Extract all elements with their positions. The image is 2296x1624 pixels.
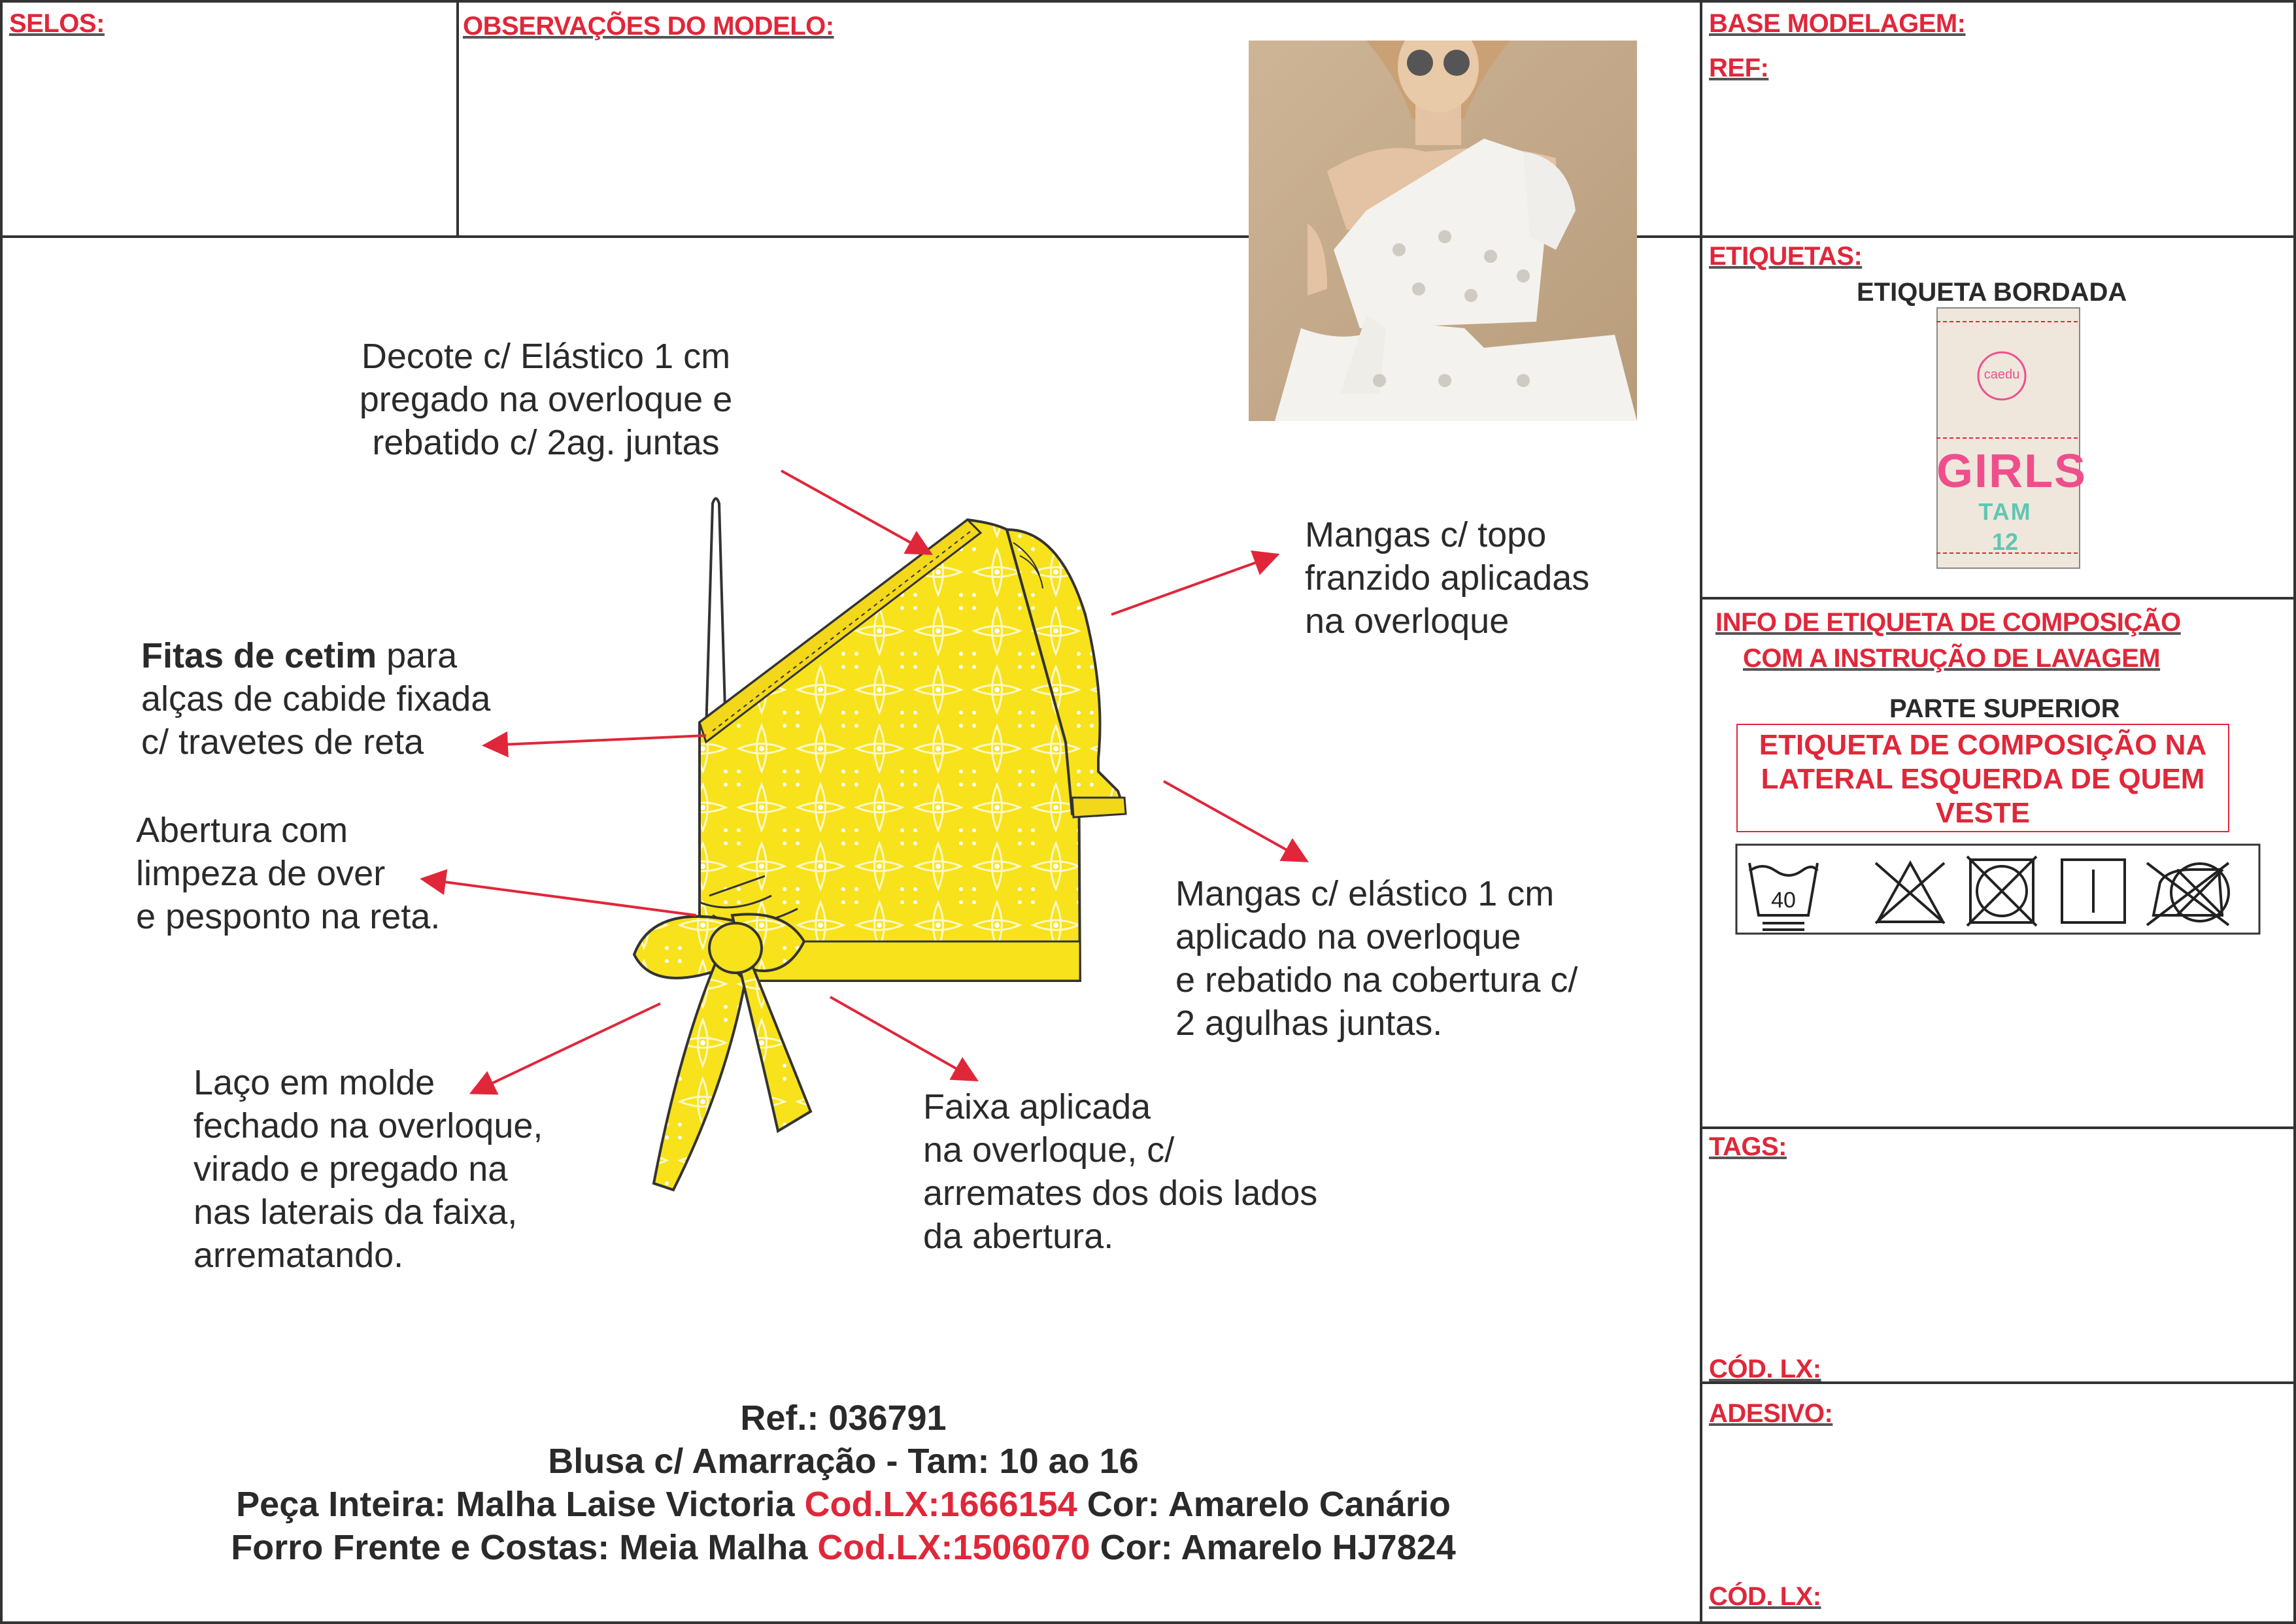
note-abertura-line1: Abertura com	[136, 811, 348, 850]
note-decote-line2: pregado na overloque e	[359, 380, 733, 419]
parte-superior: PARTE SUPERIOR	[1889, 694, 2120, 723]
ref-header: REF:	[1709, 54, 1769, 82]
cod-lx-header-2: CÓD. LX:	[1709, 1582, 1821, 1611]
footer-peca-cod: Cod.LX:1666154	[804, 1485, 1077, 1524]
note-laco-line3: virado e pregado na	[194, 1149, 508, 1189]
cod-lx-header-1: CÓD. LX:	[1709, 1355, 1821, 1383]
note-mangas-topo-line2: franzido aplicadas	[1305, 558, 1590, 598]
note-fitas-bold: Fitas de cetim	[141, 636, 377, 675]
footer-forro-material: Forro Frente e Costas: Meia Malha	[231, 1528, 818, 1567]
note-decote-line3: rebatido c/ 2ag. juntas	[372, 423, 720, 462]
note-faixa-line2: na overloque, c/	[923, 1130, 1175, 1170]
note-faixa-line4: da abertura.	[923, 1217, 1114, 1256]
note-mangas-topo-line1: Mangas c/ topo	[1305, 515, 1547, 554]
observacoes-header: OBSERVAÇÕES DO MODELO:	[463, 12, 834, 41]
tags-header: TAGS:	[1709, 1132, 1787, 1161]
arrow-faixa	[830, 997, 974, 1079]
footer-peca-cor: Cor: Amarelo Canário	[1077, 1485, 1451, 1524]
label-tam: TAM	[1978, 498, 2032, 525]
note-laco-line4: nas laterais da faixa,	[194, 1193, 518, 1232]
arrow-decote	[781, 471, 928, 552]
note-laco-line5: arrematando.	[194, 1236, 404, 1275]
etiquetas-header: ETIQUETAS:	[1709, 242, 1863, 271]
note-faixa-line1: Faixa aplicada	[923, 1087, 1151, 1126]
footer-peca-material: Peça Inteira: Malha Laise Victoria	[236, 1485, 805, 1524]
footer-forro-cor: Cor: Amarelo HJ7824	[1090, 1528, 1456, 1567]
label-size: 12	[1991, 528, 2019, 555]
note-abertura-line3: e pesponto na reta.	[136, 897, 441, 936]
etiqueta-bordada-title: ETIQUETA BORDADA	[1857, 278, 2127, 307]
arrow-mangas-elastico	[1164, 781, 1304, 860]
base-modelagem-header: BASE MODELAGEM:	[1709, 9, 1966, 38]
note-fitas-rest: para	[377, 636, 458, 675]
note-mangas-elastico	[1175, 872, 1578, 1045]
note-mangas-topo-line3: na overloque	[1305, 601, 1510, 641]
composition-line1: ETIQUETA DE COMPOSIÇÃO NA	[1759, 729, 2207, 761]
no-tumble-dry-icon	[1967, 856, 2036, 926]
info-composicao-header-line2: COM A INSTRUÇÃO DE LAVAGEM	[1743, 644, 2161, 673]
note-fitas-line3: c/ travetes de reta	[141, 722, 424, 762]
note-faixa	[923, 1085, 1317, 1258]
note-abertura-line2: limpeza de over	[136, 854, 386, 893]
note-decote	[275, 335, 817, 464]
note-decote-line1: Decote c/ Elástico 1 cm	[361, 337, 731, 376]
adesivo-header: ADESIVO:	[1709, 1399, 1833, 1428]
note-fitas	[141, 634, 490, 764]
note-fitas-line2: alças de cabide fixada	[141, 679, 491, 719]
arrow-mangas-topo	[1111, 556, 1275, 615]
footer-peca	[0, 1483, 1687, 1526]
note-mangas-topo	[1305, 513, 1589, 643]
footer-ref: Ref.: 036791	[740, 1398, 947, 1438]
selos-header: SELOS:	[9, 9, 105, 38]
composition-line2: LATERAL ESQUERDA DE QUEM	[1761, 763, 2205, 795]
no-dry-clean-icon	[2164, 856, 2236, 928]
wash-temp: 40	[1771, 888, 1796, 913]
label-brand: caedu	[1984, 367, 2020, 382]
info-composicao-header-line1: INFO DE ETIQUETA DE COMPOSIÇÃO	[1715, 608, 2181, 637]
arrow-abertura	[425, 879, 696, 915]
note-mangas-elastico-line2: aplicado na overloque	[1175, 917, 1521, 956]
arrow-fitas	[487, 736, 706, 745]
note-mangas-elastico-line3: e rebatido na cobertura c/	[1175, 960, 1578, 1000]
note-abertura	[136, 809, 440, 938]
footer-blusa: Blusa c/ Amarração - Tam: 10 ao 16	[548, 1442, 1139, 1481]
composition-line3: VESTE	[1935, 797, 2031, 829]
note-mangas-elastico-line4: 2 agulhas juntas.	[1175, 1004, 1443, 1043]
note-mangas-elastico-line1: Mangas c/ elástico 1 cm	[1175, 874, 1555, 913]
footer-forro-cod: Cod.LX:1506070	[817, 1528, 1090, 1567]
note-laco	[194, 1061, 543, 1277]
note-laco-line1: Laço em molde	[194, 1063, 435, 1102]
label-girls: GIRLS	[1936, 445, 2087, 498]
note-laco-line2: fechado na overloque,	[194, 1106, 543, 1145]
note-faixa-line3: arremates dos dois lados	[923, 1174, 1318, 1213]
footer-forro	[0, 1526, 1687, 1569]
